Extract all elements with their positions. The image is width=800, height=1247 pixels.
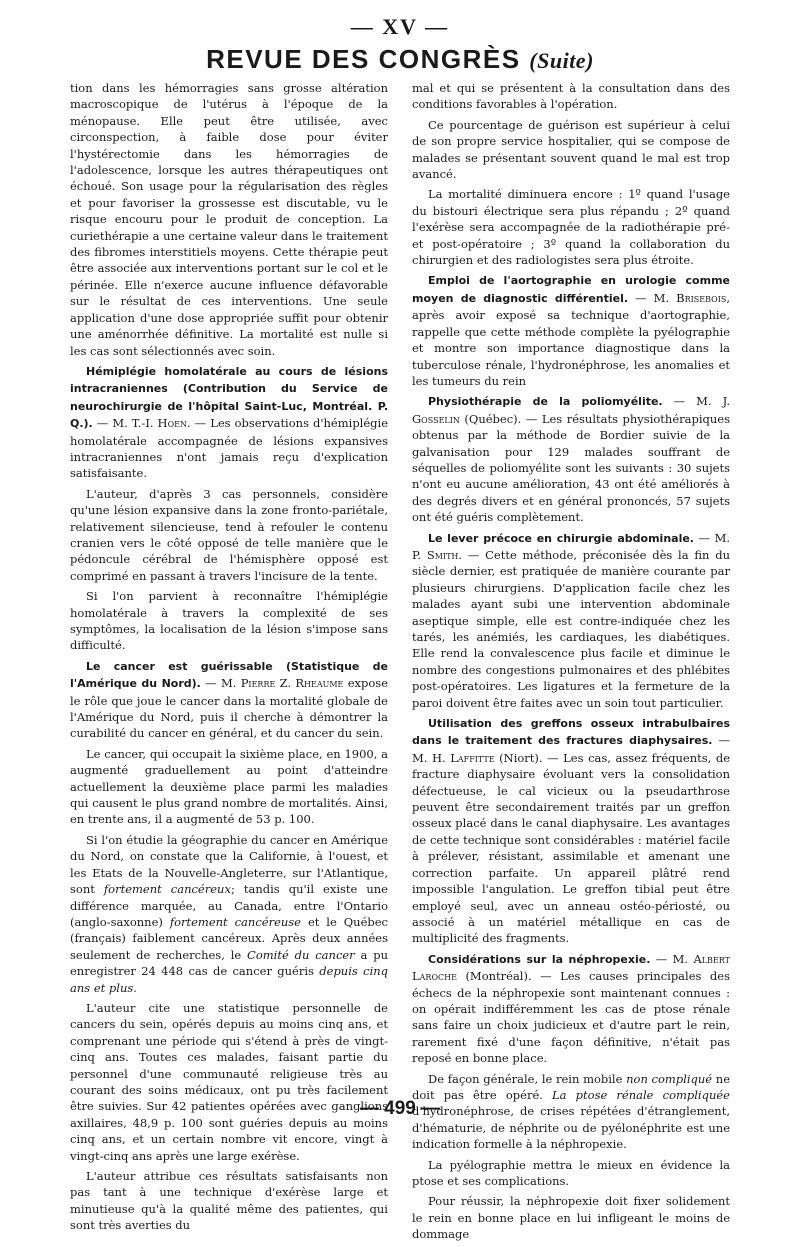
text-run: d'hydronéphrose, de crises répétées d'étranglement, d'hématurie, de néphrite ou de pyélonéphrite est une indication formelle à la néphropexie.	[412, 1104, 730, 1152]
italic-run: La ptose rénale compliquée	[552, 1087, 730, 1102]
paragraph: L'auteur cite une statistique personnelle de cancers du sein, opérés depuis au moins cinq ans, et comprenant une période qui s'étend à près de vingt-cinq ans. Toutes ces malades, faisant partie du personnel d'une communauté religieuse très au courant des soins médicaux, ont pu très facilement être suivies. Sur 42 patientes opérées avec ganglions axillaires, 48,9 p. 100 sont guéries depuis au moins cinq ans, et un certain nombre vit encore, vingt à vingt-cinq ans après une large exérèse.	[70, 1000, 388, 1163]
author: M. T.-I. Hoen.	[112, 416, 191, 431]
italic-run: fortement cancéreuse	[169, 914, 301, 929]
section-greffons: Utilisation des greffons osseux intrabulbaires dans le traitement des fractures diaphysaires. — M. H. Laffitte (Niort). — Les cas, assez fréquents, de fracture diaphysaire évoluant vers la consolidation défectueuse, le cal vicieux ou la pseudarthrose peuvent être secondairement traités par un greffon osseux placé dans le canal diaphysaire. Les avantages de cette technique sont considérables : matériel facile à prélever, résistant, assimilable et amenant une correction parfaite. Un appareil plâtré rend impossible l'angulation. Le greffon tibial peut être employé seul, avec un anneau ostéo-périosté, ou associé à un matériel métallique en cas de multiplicité des fragments.	[412, 717, 731, 946]
section-hemiplegie: Hémiplégie homolatérale au cours de lésions intracraniennes (Contribution du Service de neurochirurgie de l'hôpital Saint-Luc, Montréal. P. Q.). — M. T.-I. Hoen. — Les observations d'hémiplégie homolatérale accompagnée de lésions expansives intracraniennes n'ont jamais reçu d'explication satisfaisante.	[70, 364, 389, 481]
paragraph: Si l'on parvient à reconnaître l'hémiplégie homolatérale à travers la complexité de ses symptômes, la localisation de la lésion s'impose sans difficulté.	[70, 589, 388, 653]
page-number: — 499 —	[359, 1098, 441, 1119]
roman-page-number: — XV —	[350, 14, 450, 39]
section-lever-precoce: Le lever précoce en chirurgie abdominale. — M. P. Smith. — Cette méthode, préconisée dès la fin du siècle dernier, est pratiquée de manière courante par plusieurs chirurgiens. D'application facile chez les malades ayant subi une intervention abdominale aseptique simple, elle est contre-indiquée chez les tarés, les anémiés, les cardiaques, les diabétiques. Elle rend la convalescence plus facile et diminue le nombre des congestions pulmonaires et des phlébites post-opératoires. Les ligatures et la fermeture de la paroi doivent être faites avec un soin tout particulier.	[412, 530, 731, 710]
section-body: (Niort). — Les cas, assez fréquents, de fracture diaphysaire évoluant vers la consolidation défectueuse, le cal vicieux ou la pseudarthrose peuvent être secondairement traités par un greffon osseux placé dans le canal diaphysaire. Les avantages de cette technique sont considérables : matériel facile à prélever, résistant, assimilable et amenant une correction parfaite. Un appareil plâtré rend impossible l'angulation. Le greffon tibial peut être employé seul, avec un anneau ostéo-périosté, ou associé à un matériel métallique en cas de multiplicité des fragments.	[412, 750, 731, 946]
title-text: REVUE DES CONGRÈS	[206, 44, 521, 74]
section-body: après avoir exposé sa technique d'aortographie, rappelle que cette méthode complète la pyélographie et montre son importance diagnostique dans la tuberculose rénale, l'hydronéphrose, les anomalies et les tumeurs du rein	[412, 308, 730, 388]
paragraph	[70, 832, 388, 996]
title-suite: (Suite)	[529, 48, 594, 73]
paragraph: La mortalité diminuera encore : 1º quand l'usage du bistouri électrique sera plus répandu ; 2º quand l'exérèse sera accompagnée de la radiothérapie pré- et post-opératoire ; 3º quand la collaboration du chirurgien et des radiologistes sera plus étroite.	[412, 187, 730, 268]
section-body: (Montréal). — Les causes principales des échecs de la néphropexie sont maintenant connues : on opérait indifféremment les cas de ptose rénale sans faire un choix judicieux et d'autre part le rein, rarement fixé d'une façon définitive, n'était pas reposé en bonne place.	[412, 969, 730, 1066]
paragraph: La pyélographie mettra le mieux en évidence la ptose et ses complications.	[412, 1157, 730, 1188]
italic-run: Comité du cancer	[247, 947, 355, 962]
section-aortographie: Emploi de l'aortographie en urologie comme moyen de diagnostic différentiel. — M. Brisebois, après avoir exposé sa technique d'aortographie, rappelle que cette méthode complète la pyélographie et montre son importance diagnostique dans la tuberculose rénale, l'hydronéphrose, les anomalies et les tumeurs du rein	[412, 274, 730, 388]
paragraph: tion dans les hémorragies sans grosse altération macroscopique de l'utérus à l'époque de la ménopause. Elle peut être utilisée, avec circonspection, à faible dose pour éviter l'hystérectomie dans les hémorragies de l'adolescence, lorsque les autres thérapeutiques ont échoué. Son usage pour la régularisation des règles et pour favoriser la grossesse est discutable, vu le risque encouru pour le produit de conception. La curiethérapie a une certaine valeur dans le traitement des fibromes interstitiels moyens. Cette thérapie peut être associée aux interventions portant sur le col et le périnée. Elle n'exerce aucune influence défavorable sur le résultat de ces interventions. Une seule application d'une dose appropriée suffit pour obtenir une aménorrhée définitive. La mortalité est nulle si les cas sont sélectionnés avec soin.	[70, 81, 388, 358]
section-heading: Utilisation des greffons osseux intrabulbaires dans le traitement des fractures diaphysaires.	[412, 717, 730, 748]
paragraph: Le cancer, qui occupait la sixième place, en 1900, a augmenté graduellement au point d'atteindre actuellement la deuxième place parmi les maladies qui causent le plus grand nombre de mortalités. Ainsi, en trente ans, il a augmenté de 53 p. 100.	[70, 746, 388, 827]
section-body: Cette méthode, préconisée dès la fin du siècle dernier, est pratiquée de manière courante par plusieurs chirurgiens. D'application facile chez les malades ayant subi une intervention abdominale aseptique simple, elle est contre-indiquée chez les tarés, les anémiés, les cardiaques, les diabétiques. Elle rend la convalescence plus facile et diminue le nombre des congestions pulmonaires et des phlébites post-opératoires. Les ligatures et la fermeture de la paroi doivent être faites avec un soin tout particulier.	[412, 547, 730, 710]
paragraph: Pour réussir, la néphropexie doit fixer solidement le rein en bonne place en lui infligeant le moins de dommage	[412, 1194, 730, 1242]
author: M. H. Laffitte	[412, 750, 495, 765]
section-nephropexie: Considérations sur la néphropexie. — M. Albert Laroche (Montréal). — Les causes principales des échecs de la néphropexie sont maintenant connues : on opérait indifféremment les cas de ptose rénale sans faire un choix judicieux et d'autre part le rein, rarement fixé d'une façon définitive, n'était pas reposé en bonne place.	[412, 951, 730, 1066]
left-column	[70, 80, 388, 1238]
italic-run: depuis cinq ans et plus.	[70, 964, 389, 995]
author: M. Brisebois,	[653, 290, 730, 305]
section-heading: Considérations sur la néphropexie.	[428, 952, 651, 966]
text-run: ne doit pas être opéré.	[412, 1071, 730, 1102]
text-run: Si l'on étudie la géographie du cancer en Amérique du Nord, on constate que la Californie, à l'ouest, et les Etats de la Nouvelle-Angleterre, sur l'Atlantique, sont	[70, 832, 388, 897]
section-heading: Hémiplégie homolatérale au cours de lésions intracraniennes (Contribution du Service de neurochirurgie de l'hôpital Saint-Luc, Montréal. P. Q.).	[70, 364, 388, 431]
section-heading: Physiothérapie de la poliomyélite.	[428, 395, 663, 409]
author: M. Albert Laroche	[412, 951, 730, 984]
section-poliomyelite: Physiothérapie de la poliomyélite. — M. J. Gosselin (Québec). — Les résultats physiothérapiques obtenus par la méthode de Bordier suivie de la galvanisation pour 129 malades souffrant de séquelles de poliomyélite sont les suivants : 30 sujets n'ont eu aucune amélioration, 43 ont été améliorés à des degrés divers et en général prononcés, 57 sujets ont été guéris complètement.	[412, 394, 730, 525]
italic-run: fortement cancéreux	[103, 882, 231, 897]
section-body: expose le rôle que joue le cancer dans la mortalité globale de l'Amérique du Nord, puis il cherche à démontrer la curabilité du cancer en général, et du cancer du sein.	[70, 676, 389, 741]
italic-run: non compliqué	[626, 1071, 713, 1086]
paragraph: L'auteur attribue ces résultats satisfaisants non pas tant à une technique d'exérèse large et minutieuse qu'à la qualité même des patientes, qui sont très averties du	[70, 1169, 388, 1233]
section-body: Les observations d'hémiplégie homolatérale accompagnée de lésions expansives intracraniennes n'ont jamais reçu d'explication satisfaisante.	[70, 416, 389, 481]
section-heading: Le cancer est guérissable (Statistique de l'Amérique du Nord).	[70, 659, 388, 691]
text-run: De façon générale, le rein mobile	[428, 1071, 623, 1086]
author: M. P. Smith.	[412, 530, 731, 562]
author: M. Pierre Z. Rheaume	[220, 676, 344, 691]
text-run: ; tandis qu'il existe une différence marquée, au Canada, entre l'Ontario (anglo-saxonne)	[70, 882, 388, 929]
section-heading: Emploi de l'aortographie en urologie comme moyen de diagnostic différentiel.	[412, 274, 730, 305]
right-column	[412, 80, 730, 1247]
section-body: (Québec). — Les résultats physiothérapiques obtenus par la méthode de Bordier suivie de la galvanisation pour 129 malades souffrant de séquelles de poliomyélite sont les suivants : 30 sujets n'ont eu aucune amélioration, 43 ont été améliorés à des degrés divers et en général prononcés, 57 sujets ont été guéris complètement.	[412, 411, 730, 525]
author: M. J. Gosselin	[412, 394, 730, 426]
text-run: a pu enregistrer 24 448 cas de cancer guéris	[70, 947, 389, 979]
text-run: et le Québec (français) faiblement cancéreux. Après deux années seulement de recherches, le	[70, 914, 388, 962]
paragraph: Ce pourcentage de guérison est supérieur à celui de son propre service hospitalier, qui se compose de malades se présentant souvent quand le mal est trop avancé.	[412, 117, 730, 182]
paragraph: mal et qui se présentent à la consultation dans des conditions favorables à l'opération.	[412, 81, 730, 112]
section-cancer: Le cancer est guérissable (Statistique de l'Amérique du Nord). — M. Pierre Z. Rheaume expose le rôle que joue le cancer dans la mortalité globale de l'Amérique du Nord, puis il cherche à démontrer la curabilité du cancer en général, et du cancer du sein.	[70, 659, 389, 741]
page-title	[0, 44, 800, 75]
section-heading: Le lever précoce en chirurgie abdominale.	[428, 531, 694, 545]
paragraph: L'auteur, d'après 3 cas personnels, considère qu'une lésion expansive dans la zone fronto-pariétale, relativement silencieuse, tend à refouler le contenu cranien vers le côté opposé de telle manière que le pédoncule cérébral de l'hémisphère opposé est comprimé en passant à travers l'incisure de la tente.	[70, 486, 388, 583]
